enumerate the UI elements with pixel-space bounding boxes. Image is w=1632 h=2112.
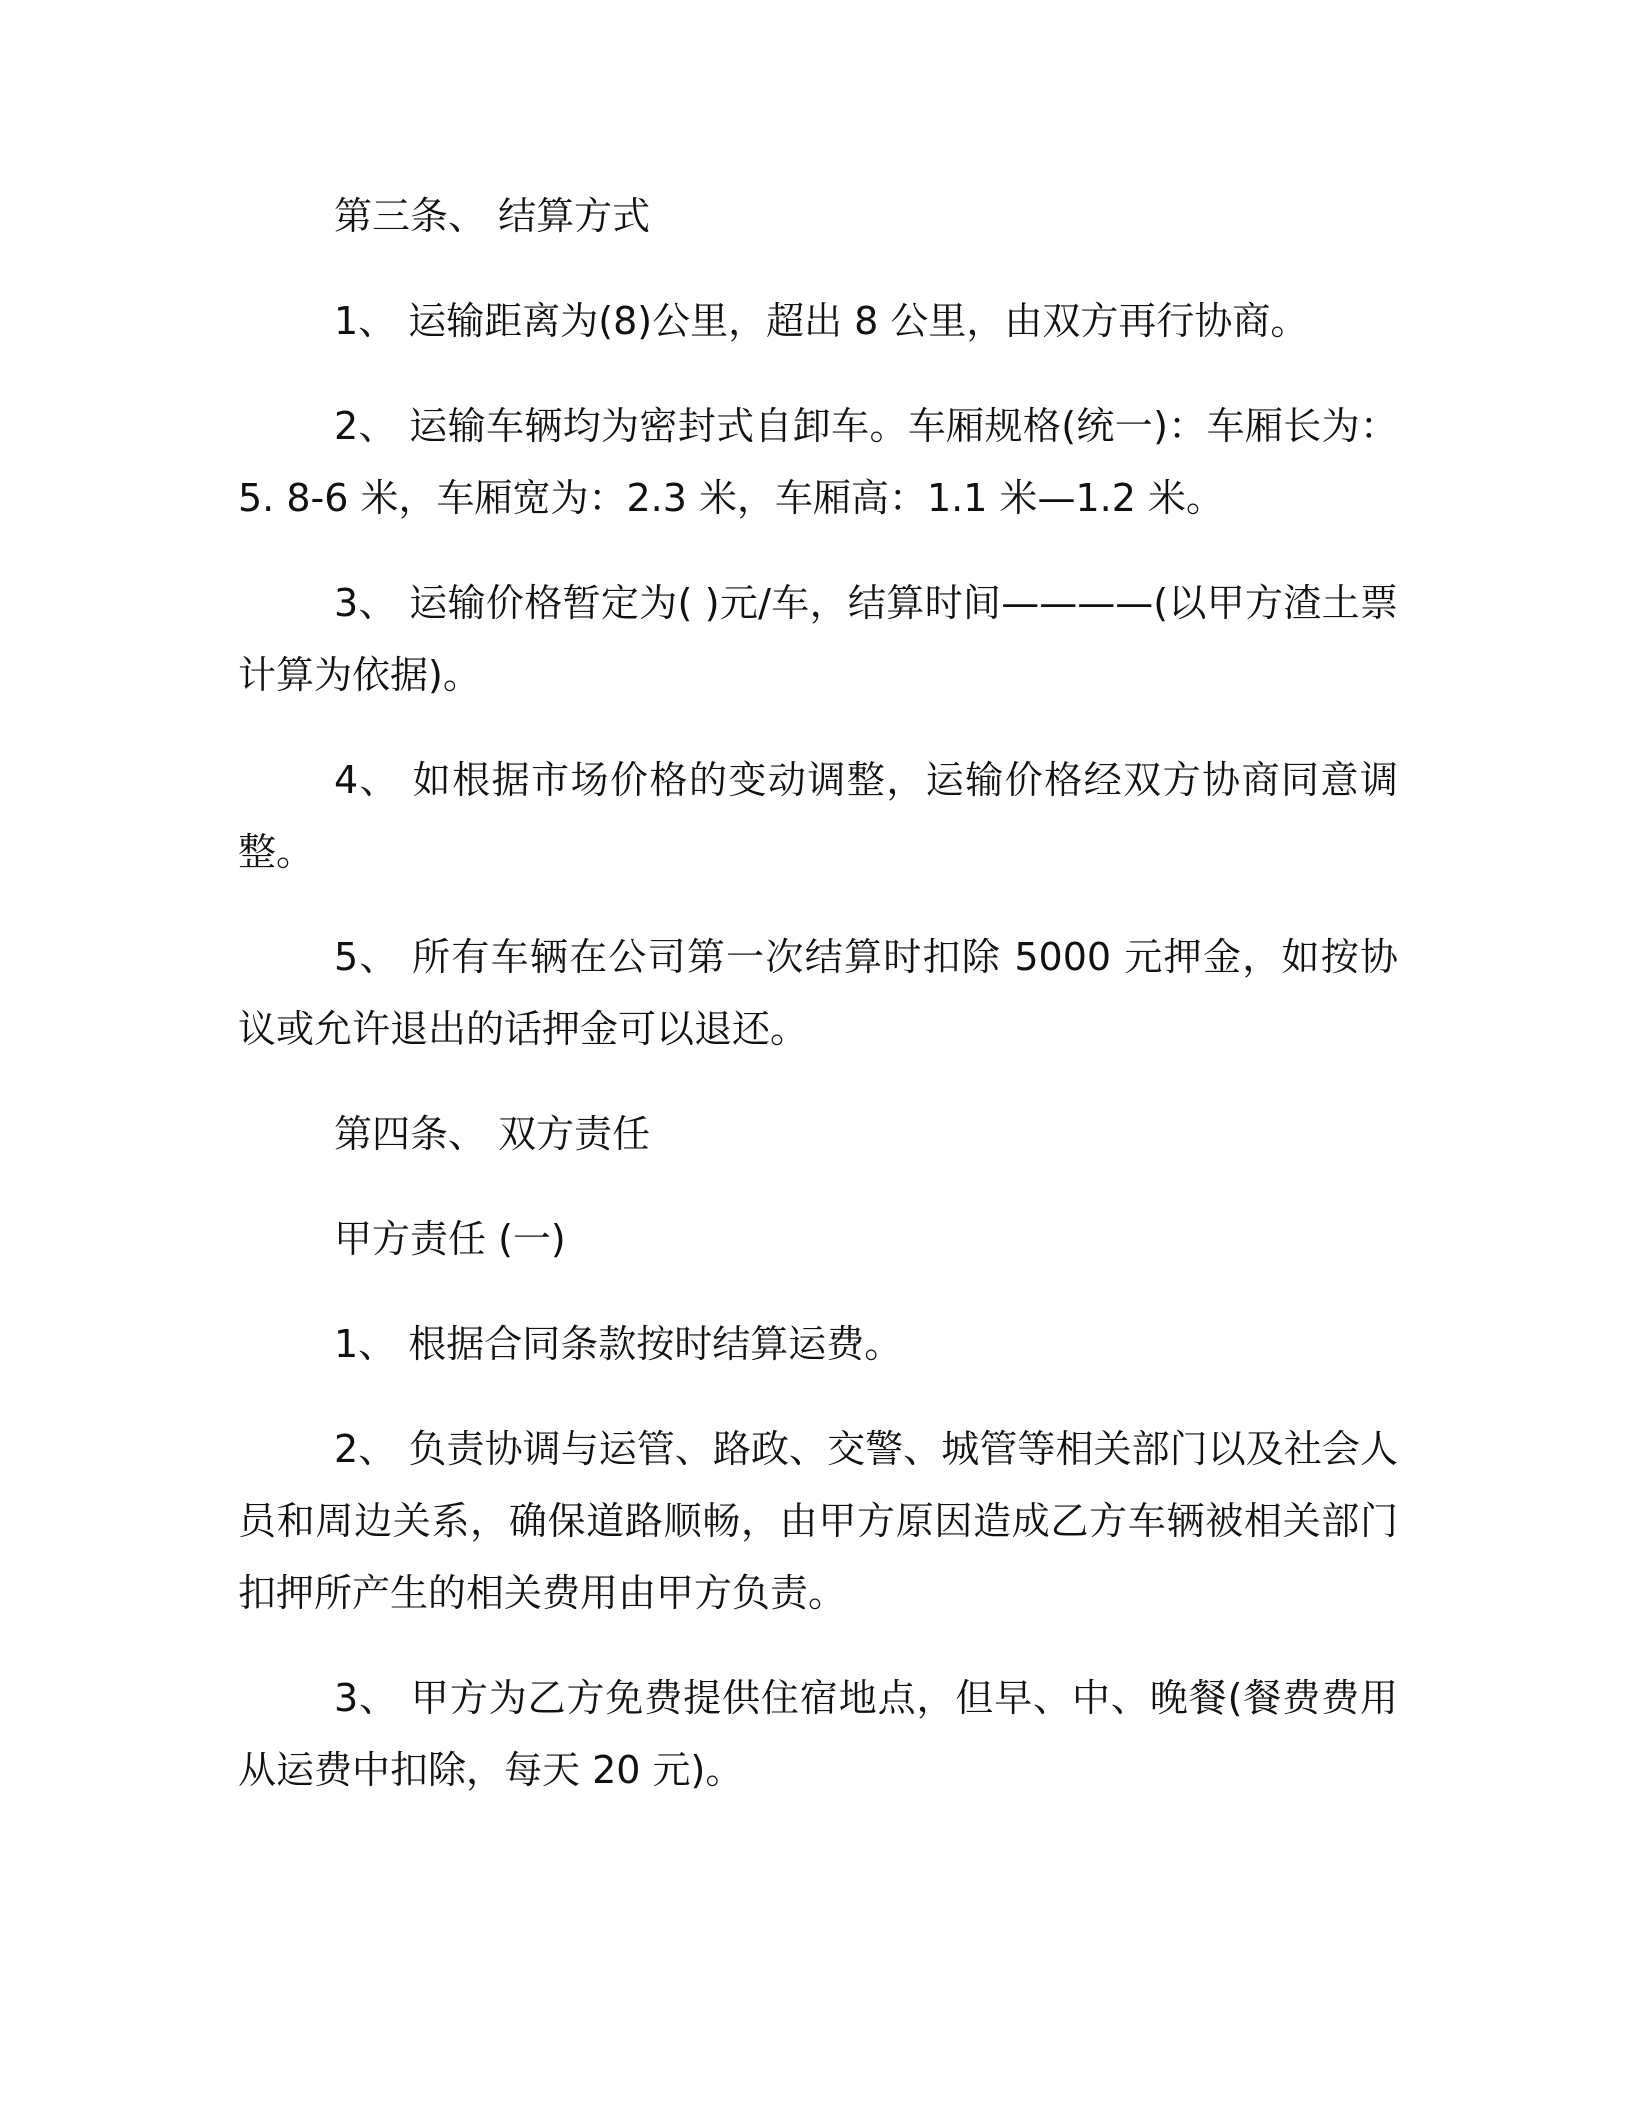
party-a-clause-2: 2、 负责协调与运管、路政、交警、城管等相关部门以及社会人员和周边关系，确保道路顺畅，由甲方原因造成乙方车辆被相关部门扣押所产生的相关费用由甲方负责。	[238, 1427, 1398, 1615]
settlement-clause-4: 4、 如根据市场价格的变动调整，运输价格经双方协商同意调整。	[238, 758, 1398, 874]
settlement-clause-3: 3、 运输价格暂定为( )元/车，结算时间————(以甲方渣土票计算为依据)。	[238, 581, 1398, 697]
subsection-heading-party-a: 甲方责任 (一)	[334, 1217, 566, 1261]
section-heading-responsibilities: 第四条、 双方责任	[334, 1112, 651, 1156]
party-a-clause-1: 1、 根据合同条款按时结算运费。	[334, 1322, 903, 1366]
party-a-clause-3: 3、 甲方为乙方免费提供住宿地点，但早、中、晚餐(餐费费用从运费中扣除，每天 20 元)。	[238, 1676, 1398, 1792]
section-heading-settlement: 第三条、 结算方式	[334, 194, 651, 238]
settlement-clause-5: 5、 所有车辆在公司第一次结算时扣除 5000 元押金，如按协议或允许退出的话押金可以退还。	[238, 935, 1398, 1051]
settlement-clause-1: 1、 运输距离为(8)公里，超出 8 公里，由双方再行协商。	[334, 299, 1309, 343]
settlement-clause-2: 2、 运输车辆均为密封式自卸车。车厢规格(统一)：车厢长为：5. 8-6 米，车厢宽为：2.3 米，车厢高：1.1 米—1.2 米。	[238, 404, 1398, 520]
document-body	[238, 180, 1398, 1839]
